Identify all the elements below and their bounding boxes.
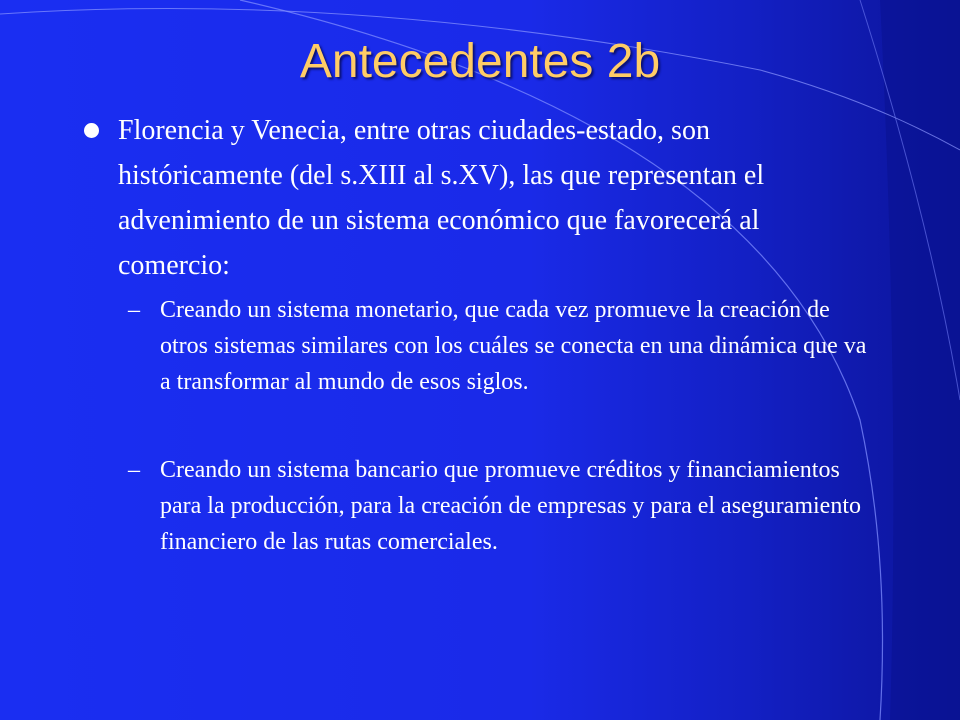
sub-bullet-dash: – <box>128 297 140 323</box>
slide-title: Antecedentes 2b <box>299 35 661 88</box>
main-bullet-text: Florencia y Venecia, entre otras ciudades-estado, son históricamente (del s.XIII al s.XV), las que representan el advenimiento de un sistema económico que favorecerá al comercio: <box>118 115 765 281</box>
sub-bullet-dash: – <box>128 457 140 483</box>
sub-bullet-monetary: Creando un sistema monetario, que cada vez promueve la creación de otros sistemas similares con los cuáles se conecta en una dinámica que va a transformar al mundo de esos siglos. <box>160 297 867 395</box>
bullet-dot-icon <box>84 123 99 138</box>
sub-bullet-banking: Creando un sistema bancario que promueve créditos y financiamientos para la producción, para la creación de empresas y para el aseguramiento financiero de las rutas comerciales. <box>160 457 861 555</box>
